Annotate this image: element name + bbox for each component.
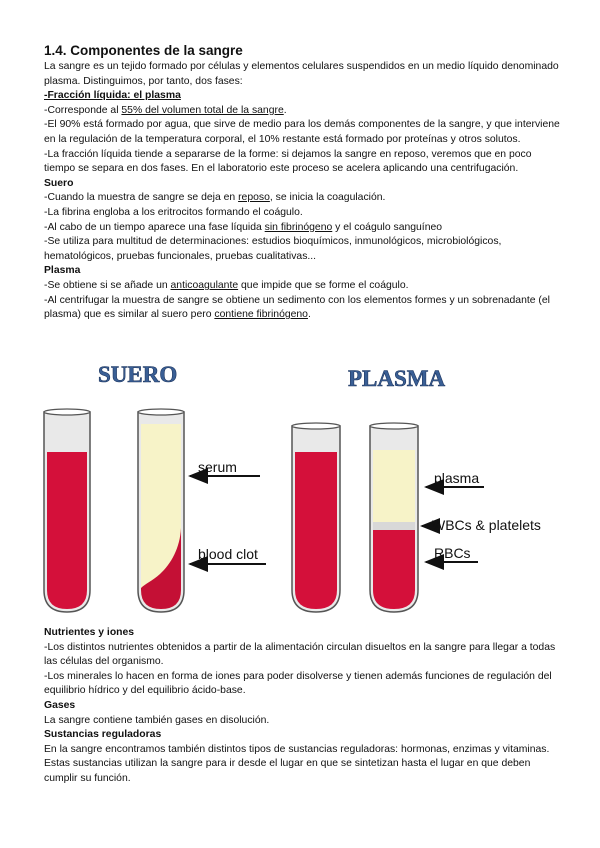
suero-paragraph-1 (44, 191, 564, 206)
plasma-p2-underlined: contiene fibrinógeno (214, 309, 308, 321)
clot-label: blood clot (198, 546, 258, 562)
buffy-coat-layer (373, 522, 415, 530)
nutrientes-paragraph-1: -Los distintos nutrientes obtenidos a partir de la alimentación circulan disueltos en la sangre para llegar a todas las células del organismo. (44, 641, 556, 668)
serum-tube (138, 409, 184, 612)
rbc-layer (373, 530, 415, 609)
fraccion-paragraph-2: -El 90% está formado por agua, que sirve de medio para los demás componentes de la sangre, y que interviene en la regulación de la temperatura corporal, el 10% restante está formado por proteínas y otros solutos. (44, 119, 560, 145)
suero-p1-underlined: reposo (238, 192, 270, 204)
serum-label: serum (198, 459, 237, 475)
plasma-heading: Plasma (44, 265, 81, 277)
plasma-label: plasma (434, 470, 480, 486)
blood-tubes-illustration (30, 352, 570, 624)
suero-p1-post: , se inicia la coagulación. (269, 192, 386, 204)
centrifuged-tube (370, 423, 418, 612)
top-text (44, 42, 564, 323)
bottom-text (44, 626, 564, 787)
suero-p3-pre: -Al cabo de un tiempo aparece una fase líquida (44, 221, 265, 233)
gases-paragraph: La sangre contiene también gases en disolución. (44, 714, 270, 726)
section-title: 1.4. Componentes de la sangre (44, 43, 243, 58)
intro-paragraph: La sangre es un tejido formado por células y elementos celulares suspendidos en un medio líquido denominado plasma. Distinguimos, por tanto, dos fases: (44, 61, 559, 87)
plasma-p1-underlined: anticoagulante (170, 279, 239, 291)
blood-tubes-figure (30, 352, 570, 624)
plasma-paragraph-2 (44, 294, 564, 323)
plasma-layer (373, 450, 415, 522)
suero-p3-post: y el coágulo sanguíneo (332, 221, 443, 233)
fraccion-p1-pre: -Corresponde al (44, 104, 122, 116)
suero-p3-underlined: sin fibrinógeno (264, 221, 333, 233)
fraccion-paragraph-3: -La fracción líquida tiende a separarse de la forme: si dejamos la sangre en reposo, veremos que en poco tiempo se separa en dos fases. En el laboratorio este proceso se acelera aplicando una centrifugación. (44, 148, 532, 175)
nutrientes-heading: Nutrientes y iones (44, 627, 135, 638)
suero-paragraph-4: -Se utiliza para multitud de determinaciones: estudios bioquímicos, inmunológicos, microbiológicos, hematológicos, pruebas funcionales, pruebas cualitativas... (44, 236, 502, 262)
fraccion-heading: -Fracción líquida: el plasma (44, 90, 181, 102)
sustancias-paragraph: En la sangre encontramos también distintos tipos de sustancias reguladoras: hormonas, enzimas y vitaminas. Estas sustancias utilizan la sangre para ir desde el lugar en que se sintetizan hasta el lugar en que deben cumplir su función. (44, 743, 550, 784)
plasma-figure-title: PLASMA (348, 366, 446, 391)
gases-heading: Gases (44, 699, 76, 711)
fraccion-paragraph-1 (44, 104, 564, 119)
blood-tube-whole (44, 409, 90, 612)
plasma-paragraph-1 (44, 279, 564, 294)
suero-paragraph-2: -La fibrina engloba a los eritrocitos formando el coágulo. (44, 206, 303, 218)
suero-heading: Suero (44, 177, 74, 189)
plasma-p1-post: que impide que se forme el coágulo. (238, 279, 409, 291)
suero-p1-pre: -Cuando la muestra de sangre se deja en (44, 192, 239, 204)
plasma-p2-post: . (307, 309, 311, 321)
rbc-label: RBCs (434, 545, 471, 561)
sustancias-heading: Sustancias reguladoras (44, 729, 162, 741)
fraccion-p1-post: . (283, 104, 287, 116)
plasma-p1-pre: -Se obtiene si se añade un (44, 279, 171, 291)
wbc-label: WBCs & platelets (432, 517, 541, 533)
nutrientes-paragraph-2: -Los minerales lo hacen en forma de iones para poder disolverse y tienen además funciones de regulación del equilibrio hídrico y del equilibrio ácido-base. (44, 670, 552, 697)
fraccion-p1-underlined: 55% del volumen total de la sangre (121, 104, 284, 116)
blood-tube-anticoagulated (292, 423, 340, 612)
plasma-p2-pre: -Al centrifugar la muestra de sangre se obtiene un sedimento con los elementos formes y un sobrenadante (el plasma) que es similar al suero pero (44, 294, 550, 321)
suero-figure-title: SUERO (98, 362, 178, 387)
suero-paragraph-3 (44, 221, 564, 236)
